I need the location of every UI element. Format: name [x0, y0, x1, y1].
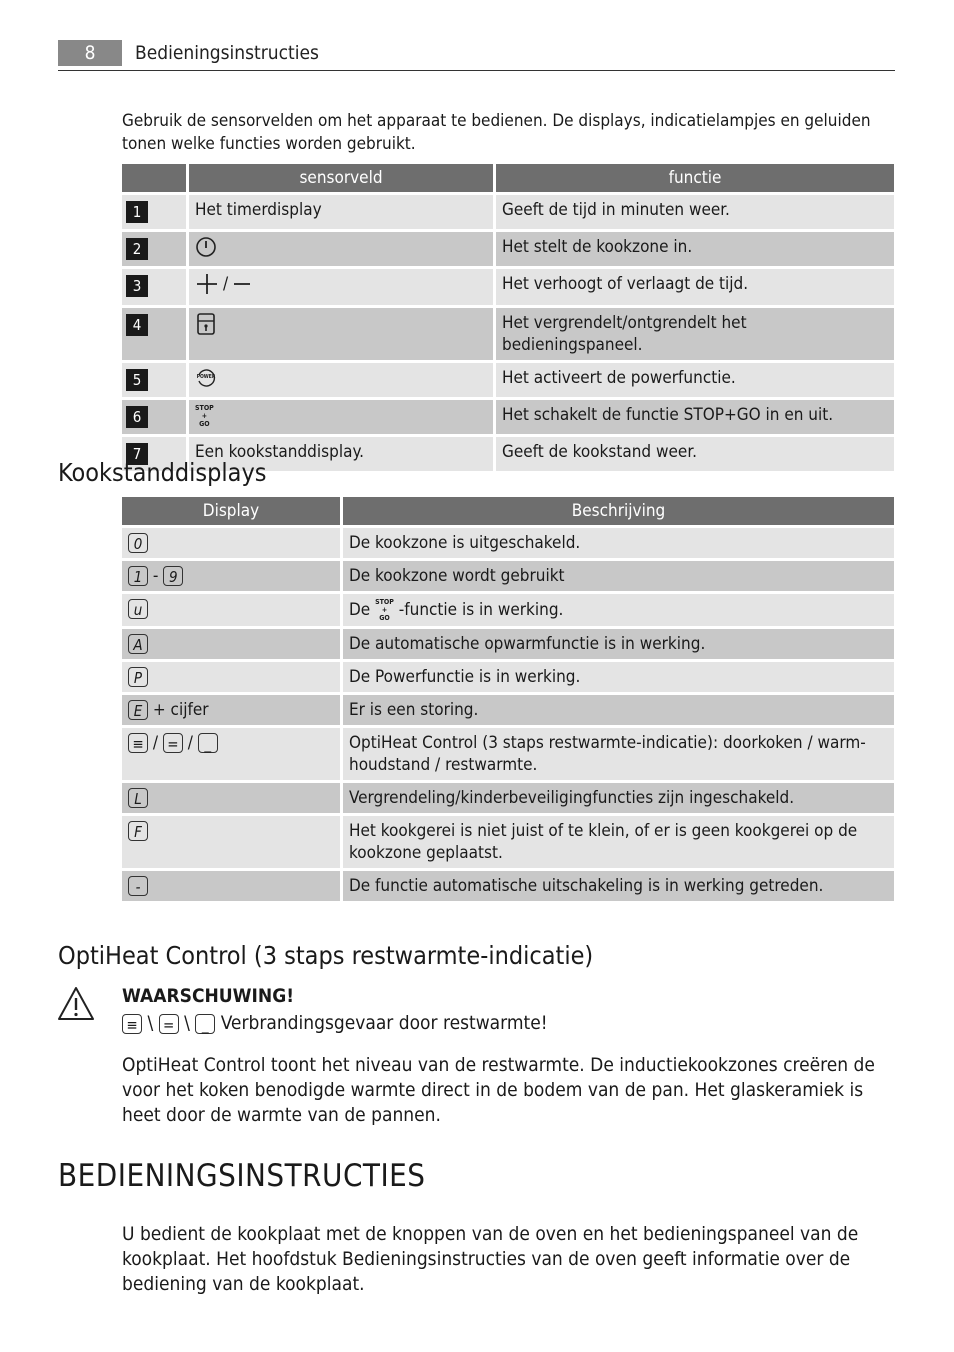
warning-title: WAARSCHUWING!	[122, 985, 295, 1007]
table-row	[122, 400, 894, 434]
plus-icon	[195, 273, 219, 295]
sensor-table	[119, 161, 897, 474]
row-number-badge: 2	[126, 238, 148, 260]
segment-digit: _	[195, 1014, 215, 1034]
display-description-cell: De automatische opwarmfunctie is in werking.	[343, 629, 894, 659]
segment-joiner: /	[187, 733, 193, 753]
display-symbol-cell	[122, 783, 340, 813]
segment-digit: P	[128, 667, 148, 687]
optiheat-paragraph: OptiHeat Control toont het niveau van de restwarmte. De inductiekookzones creëren de voor het koken benodigde warmte direct in de bodem van de pan. Het glaskeramiek is heet door de warmte van de pannen.	[122, 1054, 875, 1126]
segment-digit: _	[198, 733, 218, 753]
segment-digit: ≡	[128, 733, 148, 753]
sensor-function-cell: Het vergrendelt/ontgrendelt het bedieningspaneel.	[496, 308, 894, 360]
segment-digit: F	[128, 821, 148, 841]
sensor-field-cell: Een kookstanddisplay.	[189, 437, 493, 471]
segment-joiner: /	[152, 733, 159, 753]
table-row	[122, 561, 894, 591]
sensor-function-cell: Geeft de kookstand weer.	[496, 437, 894, 471]
warning-line	[122, 1010, 548, 1036]
display-description-cell: De Powerfunctie is in werking.	[343, 662, 894, 692]
warning-separator: \	[184, 1012, 190, 1034]
table-row	[122, 871, 894, 901]
display-description-cell: Er is een storing.	[343, 695, 894, 725]
sensor-field-cell	[189, 308, 493, 360]
row-number-badge: 6	[126, 406, 148, 428]
section-heading-optiheat: OptiHeat Control (3 staps restwarmte-indicatie)	[58, 941, 594, 970]
row-number-badge: 4	[126, 314, 148, 336]
table-row	[122, 695, 894, 725]
description-prefix: De	[349, 600, 371, 620]
header-section-title: Bedieningsinstructies	[135, 42, 319, 64]
sensor-field-cell: Het timerdisplay	[189, 195, 493, 229]
header-divider	[58, 70, 895, 71]
table-row	[122, 528, 894, 558]
sensor-function-cell: Het activeert de powerfunctie.	[496, 363, 894, 397]
description-suffix: -functie is in werking.	[398, 600, 564, 620]
table-row	[122, 269, 894, 305]
display-description-cell: Vergrendeling/kinderbeveiligingfuncties zijn ingeschakeld.	[343, 783, 894, 813]
lock-icon	[195, 312, 217, 336]
segment-digit: u	[128, 599, 148, 619]
display-symbol-cell	[122, 528, 340, 558]
display-symbol-cell	[122, 629, 340, 659]
display-description-cell: De kookzone wordt gebruikt	[343, 561, 894, 591]
sensor-function-cell: Het verhoogt of verlaagt de tijd.	[496, 269, 894, 305]
page-number: 8	[58, 40, 122, 66]
segment-digit: E	[128, 700, 148, 720]
table-row	[122, 195, 894, 229]
power-clock-icon	[195, 236, 217, 258]
display-description-cell	[343, 594, 894, 626]
row-number-cell	[122, 400, 186, 434]
sensor-field-cell	[189, 363, 493, 397]
display-symbol-cell	[122, 561, 340, 591]
display-symbol-cell	[122, 695, 340, 725]
warning-icon	[56, 985, 96, 1023]
sensor-table-num-header	[122, 164, 186, 192]
segment-digit: 0	[128, 533, 148, 553]
stop-go-icon: STOP + GO	[195, 404, 214, 428]
row-number-badge: 7	[126, 443, 148, 465]
segment-digit: -	[128, 876, 148, 896]
segment-digit: =	[163, 733, 183, 753]
row-number-badge: 3	[126, 275, 148, 297]
row-number-badge: 1	[126, 201, 148, 223]
warning-text: Verbrandingsgevaar door restwarmte!	[220, 1012, 548, 1034]
sensor-function-cell: Het stelt de kookzone in.	[496, 232, 894, 266]
operating-paragraph: U bedient de kookplaat met de knoppen van de oven en het bedieningspaneel van de kookplaat. Het hoofdstuk Bedieningsinstructies van de oven geeft informatie over de bediening van de kookplaat.	[122, 1223, 859, 1295]
table-row	[122, 308, 894, 360]
display-symbol-cell	[122, 871, 340, 901]
display-symbol-cell	[122, 594, 340, 626]
display-description-cell: De kookzone is uitgeschakeld.	[343, 528, 894, 558]
segment-digit: A	[128, 634, 148, 654]
row-number-cell	[122, 269, 186, 305]
display-table-header-display: Display	[122, 497, 340, 525]
sensor-table-header-field: sensorveld	[189, 164, 493, 192]
sensor-table-header-function: functie	[496, 164, 894, 192]
table-row	[122, 816, 894, 868]
segment-joiner: -	[152, 566, 159, 586]
intro-paragraph: Gebruik de sensorvelden om het apparaat te bedienen. De displays, indicatielampjes en geluiden tonen welke functies worden gebruikt.	[122, 111, 871, 154]
display-table	[119, 494, 897, 904]
table-row	[122, 363, 894, 397]
stop-go-icon: STOP + GO	[375, 598, 394, 622]
table-row	[122, 594, 894, 626]
row-number-cell	[122, 232, 186, 266]
table-row	[122, 662, 894, 692]
segment-suffix: + cijfer	[152, 700, 209, 720]
display-symbol-cell	[122, 816, 340, 868]
table-row	[122, 232, 894, 266]
row-number-badge: 5	[126, 369, 148, 391]
segment-digit: 9	[163, 566, 183, 586]
sensor-field-cell	[189, 269, 493, 305]
main-heading: BEDIENINGSINSTRUCTIES	[58, 1158, 426, 1194]
segment-digit: ≡	[122, 1014, 142, 1034]
sensor-function-cell: Het schakelt de functie STOP+GO in en uit.	[496, 400, 894, 434]
table-row	[122, 629, 894, 659]
segment-digit: 1	[128, 566, 148, 586]
display-table-header-description: Beschrijving	[343, 497, 894, 525]
display-symbol-cell	[122, 728, 340, 780]
segment-digit: =	[159, 1014, 179, 1034]
warning-separator: \	[147, 1012, 154, 1034]
row-number-cell	[122, 308, 186, 360]
table-row	[122, 728, 894, 780]
display-description-cell: Het kookgerei is niet juist of te klein, of er is geen kookgerei op de kookzone geplaatst.	[343, 816, 894, 868]
row-number-cell	[122, 363, 186, 397]
power-boost-icon: POWER	[195, 367, 217, 389]
sensor-function-cell: Geeft de tijd in minuten weer.	[496, 195, 894, 229]
display-description-cell: OptiHeat Control (3 staps restwarmte-indicatie): doorkoken / warm-houdstand / restwarmte.	[343, 728, 894, 780]
plus-minus-separator: /	[223, 274, 229, 294]
display-description-cell: De functie automatische uitschakeling is in werking getreden.	[343, 871, 894, 901]
display-symbol-cell	[122, 662, 340, 692]
row-number-cell	[122, 195, 186, 229]
table-row	[122, 783, 894, 813]
section-heading-kookstand: Kookstanddisplays	[58, 458, 267, 487]
sensor-field-cell	[189, 400, 493, 434]
minus-icon	[232, 273, 252, 295]
segment-digit: L	[128, 788, 148, 808]
sensor-field-cell	[189, 232, 493, 266]
